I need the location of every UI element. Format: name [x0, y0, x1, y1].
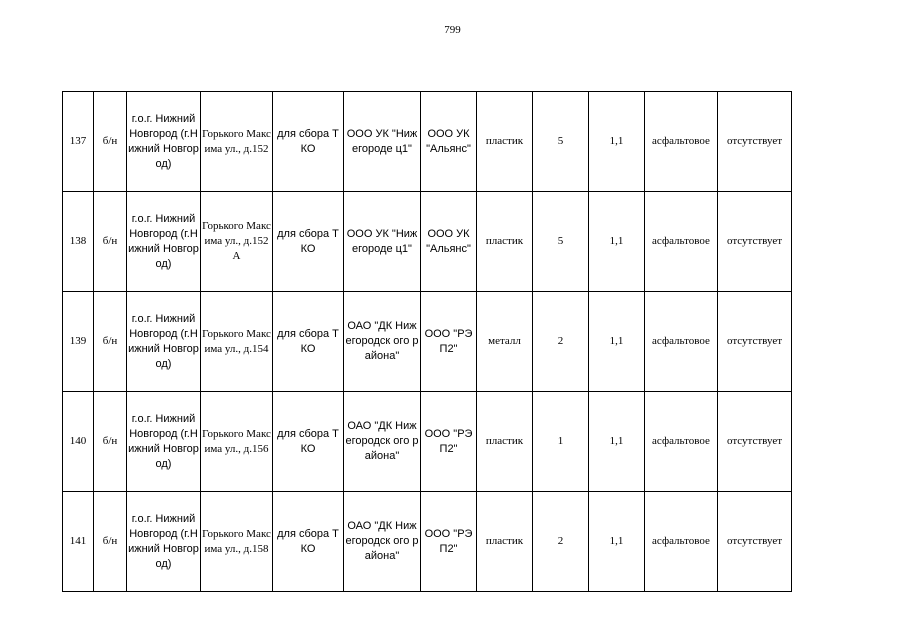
address-cell: Горького Максима ул., д.152	[201, 92, 273, 192]
container-volume-cell: 1,1	[589, 192, 645, 292]
surface-cell: асфальтовое	[645, 92, 718, 192]
page-number: 799	[444, 24, 461, 36]
operator-cell: ООО "РЭП2"	[421, 492, 477, 592]
fence-cell: отсутствует	[718, 192, 792, 292]
row-number-cell: 141	[63, 492, 94, 592]
material-cell: пластик	[477, 392, 533, 492]
fence-cell: отсутствует	[718, 392, 792, 492]
owner-cell: ОАО "ДК Нижегородск ого района"	[344, 492, 421, 592]
container-volume-cell: 1,1	[589, 292, 645, 392]
container-volume-cell: 1,1	[589, 492, 645, 592]
surface-cell: асфальтовое	[645, 292, 718, 392]
surface-cell: асфальтовое	[645, 492, 718, 592]
address-cell: Горького Максима ул., д.152А	[201, 192, 273, 292]
material-cell: пластик	[477, 192, 533, 292]
table-row	[63, 192, 792, 292]
row-number-cell: 138	[63, 192, 94, 292]
owner-cell: ООО УК "Нижегороде ц1"	[344, 192, 421, 292]
operator-cell: ООО УК "Альянс"	[421, 192, 477, 292]
registry-table	[62, 91, 792, 592]
table-row	[63, 392, 792, 492]
house-number-cell: б/н	[94, 492, 127, 592]
container-count-cell: 5	[533, 92, 589, 192]
owner-cell: ОАО "ДК Нижегородск ого района"	[344, 392, 421, 492]
table-row	[63, 492, 792, 592]
row-number-cell: 140	[63, 392, 94, 492]
table-body	[63, 92, 792, 592]
municipality-cell: г.о.г. Нижний Новгород (г.Нижний Новгород)	[127, 292, 201, 392]
purpose-cell: для сбора ТКО	[273, 392, 344, 492]
material-cell: пластик	[477, 92, 533, 192]
surface-cell: асфальтовое	[645, 392, 718, 492]
municipality-cell: г.о.г. Нижний Новгород (г.Нижний Новгород)	[127, 492, 201, 592]
municipality-cell: г.о.г. Нижний Новгород (г.Нижний Новгород)	[127, 392, 201, 492]
owner-cell: ООО УК "Нижегороде ц1"	[344, 92, 421, 192]
container-count-cell: 5	[533, 192, 589, 292]
purpose-cell: для сбора ТКО	[273, 192, 344, 292]
house-number-cell: б/н	[94, 92, 127, 192]
purpose-cell: для сбора ТКО	[273, 492, 344, 592]
house-number-cell: б/н	[94, 392, 127, 492]
container-volume-cell: 1,1	[589, 392, 645, 492]
municipality-cell: г.о.г. Нижний Новгород (г.Нижний Новгород)	[127, 92, 201, 192]
material-cell: металл	[477, 292, 533, 392]
container-count-cell: 2	[533, 492, 589, 592]
municipality-cell: г.о.г. Нижний Новгород (г.Нижний Новгород)	[127, 192, 201, 292]
purpose-cell: для сбора ТКО	[273, 292, 344, 392]
address-cell: Горького Максима ул., д.156	[201, 392, 273, 492]
surface-cell: асфальтовое	[645, 192, 718, 292]
fence-cell: отсутствует	[718, 92, 792, 192]
fence-cell: отсутствует	[718, 292, 792, 392]
address-cell: Горького Максима ул., д.154	[201, 292, 273, 392]
owner-cell: ОАО "ДК Нижегородск ого района"	[344, 292, 421, 392]
row-number-cell: 137	[63, 92, 94, 192]
container-volume-cell: 1,1	[589, 92, 645, 192]
row-number-cell: 139	[63, 292, 94, 392]
fence-cell: отсутствует	[718, 492, 792, 592]
material-cell: пластик	[477, 492, 533, 592]
container-count-cell: 1	[533, 392, 589, 492]
container-count-cell: 2	[533, 292, 589, 392]
house-number-cell: б/н	[94, 292, 127, 392]
purpose-cell: для сбора ТКО	[273, 92, 344, 192]
address-cell: Горького Максима ул., д.158	[201, 492, 273, 592]
operator-cell: ООО "РЭП2"	[421, 392, 477, 492]
table-row	[63, 92, 792, 192]
operator-cell: ООО УК "Альянс"	[421, 92, 477, 192]
house-number-cell: б/н	[94, 192, 127, 292]
operator-cell: ООО "РЭП2"	[421, 292, 477, 392]
table-row	[63, 292, 792, 392]
